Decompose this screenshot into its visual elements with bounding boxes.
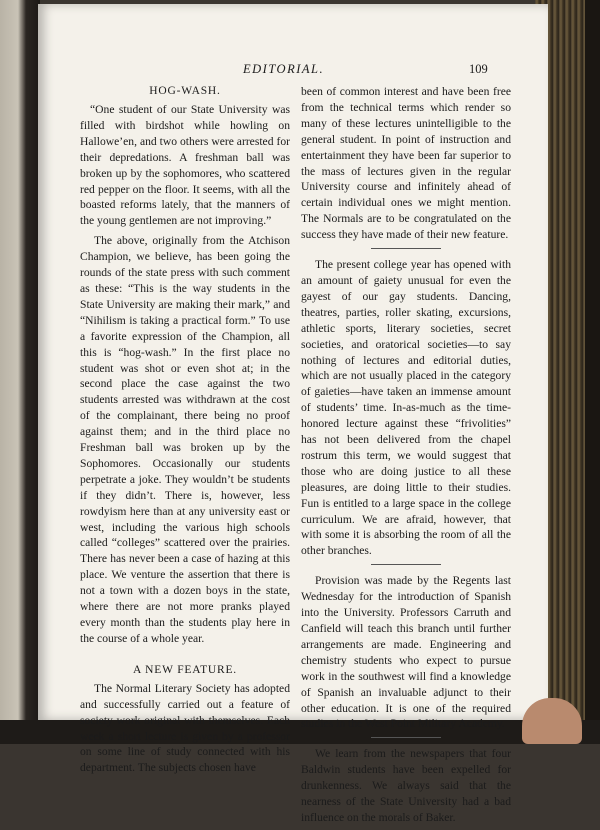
article-paragraph: Provision was made by the Regents last Wednesday for the introduction of Spanish into the University. Professors Carruth and Canfield will teach this branch until further arrangements are made. Engineering and chemistry students who expect to pursue work in the southwest will find a knowledge of Spanish an invaluable adjunct to their other education. It is one of the required studies in the West Point Military Academy. bbox=[301, 574, 511, 731]
article-paragraph: been of common interest and have been free from the technical terms which render so many of these lectures unintelligible to the general student. In point of instruction and entertainment they have been far superior to the mass of lectures given in the regular University course and infinitely ahead of certain individual ones we might mention. The Normals are to be congratulated on the success they have made of their new feature. bbox=[301, 85, 511, 242]
scanner-thumb bbox=[522, 698, 582, 744]
book-binding-left bbox=[0, 0, 40, 744]
article-paragraph: The Normal Literary Society has adopted and successfully carried out a feature of society work original with themselves. Each week a short lecture is given by a professor on some line of study connected with his department. The subjects chosen have bbox=[80, 681, 290, 775]
section-divider bbox=[371, 737, 441, 738]
article-heading-new-feature: A NEW FEATURE. bbox=[133, 663, 237, 676]
section-divider bbox=[371, 564, 441, 565]
scan-border-right bbox=[585, 0, 600, 744]
article-paragraph: The above, originally from the Atchison Champion, we believe, has been going the rounds of the state press with such comment as these: “This is the way students in the State University are making their mark,” and “Nihilism is taking a practical form.” To use a favorite expression of the Champion, all this is “hog-wash.” In the first place no student was shot or even shot at; in the second place the case against the two students arrested was withdrawn at the cost of the complainant, there being no proof against them; and in the third place no Freshman ball was broken up by the Sophomores. Occasionally our students perpetrate a joke. They wouldn’t be students if they didn’t. There is, however, less rowdyism here than at any university east or west, including the various high schools called “colleges” scattered over the prairies. There has never been a case of hazing at this place. We venture the assertion that there is not a town with a dozen boys in the state, where there are not more pranks played every month than the students play here in the course of a whole year. bbox=[80, 234, 290, 645]
article-paragraph: We learn from the newspapers that four Baldwin students have been expelled for drunkenness. We always said that the nearness of the State University had a bad influence on the morals of Baker. bbox=[301, 747, 511, 824]
book-page bbox=[38, 4, 548, 824]
article-heading-hog-wash: HOG-WASH. bbox=[149, 85, 221, 97]
section-divider bbox=[371, 248, 441, 249]
right-column bbox=[301, 84, 511, 830]
article-paragraph: “One student of our State University was filled with birdshot while howling on Hallowe’en, and two others were arrested for their depredations. A freshman ball was broken up by the sophomores, who scattered red pepper on the floor. It seems, with all the boasted reforms lately, that the manners of the young gentlemen are not improving.” bbox=[80, 103, 290, 228]
running-header: EDITORIAL. bbox=[243, 62, 325, 76]
left-column bbox=[80, 84, 290, 780]
article-paragraph: The present college year has opened with an amount of gaiety unusual for even the gayest of our gay students. Dancing, theatres, parties, roller skating, excursions, athletic sports, literary societies, secret societies, and oratorical societies—to say nothing of lectures and editorial duties, which are not usually placed in the category of gaieties—have taken an immense amount of students’ time. In-as-much as the time-honored lecture against these “frivolities” has not been delivered from the chapel rostrum this term, we would suggest that those who are doing justice to all these pleasures, are doing little to their studies. Fun is entitled to a large space in the college curriculum. We are afraid, however, that with some it is absorbing the room of all the other branches. bbox=[301, 258, 511, 558]
page-number: 109 bbox=[469, 62, 488, 76]
